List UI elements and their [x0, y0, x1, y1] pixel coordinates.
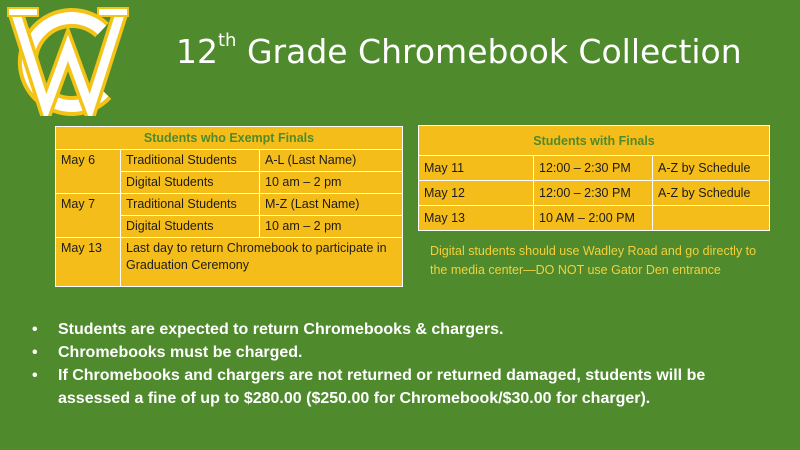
table-row — [56, 194, 403, 216]
table-row — [56, 150, 403, 172]
detail-cell: 10 am – 2 pm — [260, 216, 403, 238]
description-cell: Last day to return Chromebook to participate in Graduation Ceremony — [121, 238, 403, 287]
wc-monogram-icon — [6, 4, 130, 116]
detail-cell: A-L (Last Name) — [260, 150, 403, 172]
table-header: Students with Finals — [419, 126, 770, 156]
requirements-list — [28, 318, 778, 410]
list-item: • Students are expected to return Chromebooks & chargers. — [28, 318, 778, 341]
date-cell: May 7 — [56, 194, 121, 238]
page-title: 12th Grade Chromebook Collection — [176, 30, 742, 71]
digital-students-note: Digital students should use Wadley Road and go directly to the media center—DO NOT use Gator Den entrance — [430, 244, 757, 277]
detail-cell: M-Z (Last Name) — [260, 194, 403, 216]
date-cell: May 12 — [419, 181, 534, 206]
group-cell: Traditional Students — [121, 194, 260, 216]
table-header: Students who Exempt Finals — [56, 127, 403, 150]
date-cell: May 13 — [419, 206, 534, 231]
date-cell: May 11 — [419, 156, 534, 181]
list-item: • If Chromebooks and chargers are not returned or returned damaged, students will be assessed a fine of up to $280.00 ($250.00 for Chromebook/$30.00 for charger). — [28, 364, 778, 410]
table-row — [419, 156, 770, 181]
time-cell: 12:00 – 2:30 PM — [534, 181, 653, 206]
group-cell: Traditional Students — [121, 150, 260, 172]
table-row — [419, 181, 770, 206]
list-item: • Chromebooks must be charged. — [28, 341, 778, 364]
group-cell — [653, 206, 770, 231]
time-cell: 10 AM – 2:00 PM — [534, 206, 653, 231]
group-cell: Digital Students — [121, 216, 260, 238]
detail-cell: 10 am – 2 pm — [260, 172, 403, 194]
table-row — [419, 206, 770, 231]
group-cell: A-Z by Schedule — [653, 181, 770, 206]
time-cell: 12:00 – 2:30 PM — [534, 156, 653, 181]
table-row — [56, 238, 403, 287]
group-cell: Digital Students — [121, 172, 260, 194]
finals-table — [418, 125, 770, 231]
group-cell: A-Z by Schedule — [653, 156, 770, 181]
date-cell: May 6 — [56, 150, 121, 194]
exempt-finals-table — [55, 126, 403, 287]
date-cell: May 13 — [56, 238, 121, 287]
